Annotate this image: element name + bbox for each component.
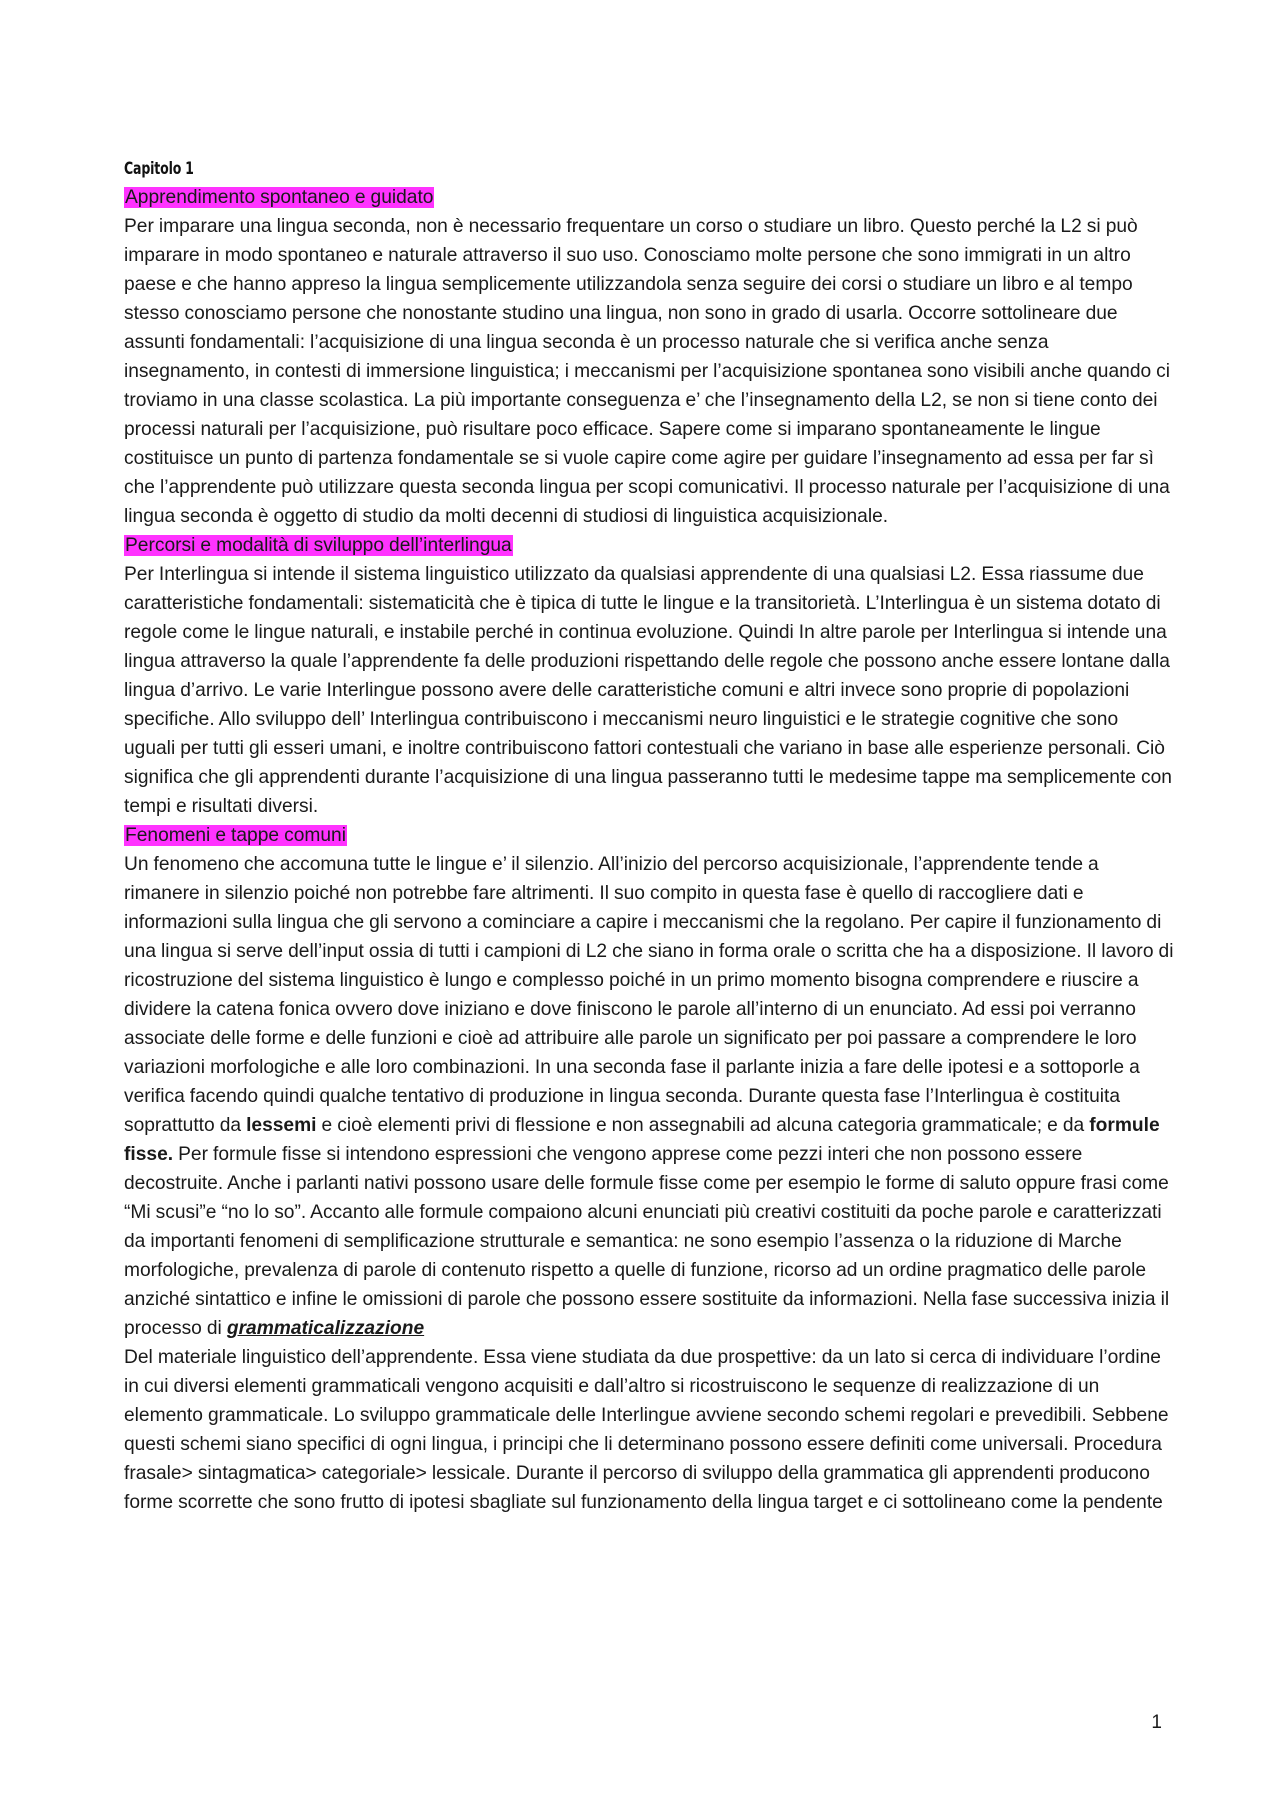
section-paragraph-3 <box>124 850 1174 1517</box>
page-content <box>124 154 1174 1517</box>
bold-term-lessemi: lessemi <box>246 1115 317 1136</box>
section-heading-row-2 <box>124 531 1174 560</box>
paragraph-segment: e cioè elementi privi di flessione e non assegnabili ad alcuna categoria grammaticale; e da <box>316 1115 1090 1136</box>
paragraph-text: Per imparare una lingua seconda, non è necessario frequentare un corso o studiare un libro. Questo perché la L2 si può imparare in modo spontaneo e naturale attraverso il suo uso. Conosciamo molte persone che sono immigrati in un altro paese e che hanno appreso la lingua semplicemente utilizzandola senza seguire dei corsi o studiare un libro e al tempo stesso conosciamo persone che nonostante studino una lingua, non sono in grado di usarla. Occorre sottolineare due assunti fondamentali: l’acquisizione di una lingua seconda è un processo naturale che si verifica anche senza insegnamento, in contesti di immersione linguistica; i meccanismi per l’acquisizione spontanea sono visibili anche quando ci troviamo in una classe scolastica. La più importante conseguenza e’ che l’insegnamento della L2, se non si tiene conto dei processi naturali per l’acquisizione, può risultare poco efficace. Sapere come si imparano spontaneamente le lingue costituisce un punto di partenza fondamentale se si vuole capire come agire per guidare l’insegnamento ad essa per far sì che l’apprendente può utilizzare questa seconda lingua per scopi comunicativi. Il processo naturale per l’acquisizione di una lingua seconda è oggetto di studio da molti decenni di studiosi di linguistica acquisizionale. <box>124 216 1171 527</box>
paragraph-text <box>124 850 1174 1517</box>
section-heading-common-phenomena: Fenomeni e tappe comuni <box>125 825 346 846</box>
section-heading-row-3 <box>124 821 1174 850</box>
paragraph-text: Per Interlingua si intende il sistema linguistico utilizzato da qualsiasi apprendente di una qualsiasi L2. Essa riassume due caratteristiche fondamentali: sistematicità che è tipica di tutte le lingue e la transitorietà. L’Interlingua è un sistema dotato di regole come le lingue naturali, e instabile perché in continua evoluzione. Quindi In altre parole per Interlingua si intende una lingua attraverso la quale l’apprendente fa delle produzioni rispettando delle regole che possono anche essere lontane dalla lingua d’arrivo. Le varie Interlingue possono avere delle caratteristiche comuni e altri invece sono proprie di popolazioni specifiche. Allo sviluppo dell’ Interlingua contribuiscono i meccanismi neuro linguistici e le strategie cognitive che sono uguali per tutti gli esseri umani, e inoltre contribuiscono fattori contestuali che variano in base alle esperienze personali. Ciò significa che gli apprendenti durante l’acquisizione di una lingua passeranno tutti le medesime tappe ma semplicemente con tempi e risultati diversi. <box>124 564 1172 817</box>
section-heading-row-1 <box>124 183 1174 212</box>
paragraph-segment: Per formule fisse si intendono espressioni che vengono apprese come pezzi interi che non possono essere decostruite. Anche i parlanti nativi possono usare delle formule fisse come per esempio le forme di saluto oppure frasi come “Mi scusi”e “no lo so”. Accanto alle formule compaiono alcuni enunciati più creativi costituiti da poche parole e caratterizzati da importanti fenomeni di semplificazione strutturale e semantica: ne sono esempio l’assenza o la riduzione di Marche morfologiche, prevalenza di parole di contenuto rispetto a quelle di funzione, ricorso ad un ordine pragmatico delle parole anziché sintattico e infine le omissioni di parole che possono essere sostituite da informazioni. Nella fase successiva inizia il processo di <box>124 1144 1170 1339</box>
paragraph-segment: Del materiale linguistico dell’apprendente. Essa viene studiata da due prospettive: da un lato si cerca di individuare l’ordine in cui diversi elementi grammaticali vengono acquisiti e dall’altro si ricostruiscono le sequenze di realizzazione di un elemento grammaticale. Lo sviluppo grammaticale delle Interlingue avviene secondo schemi regolari e prevedibili. Sebbene questi schemi siano specifici di ogni lingua, i principi che li determinano possono essere definiti come universali. Procedura frasale> sintagmatica> categoriale> lessicale. Durante il percorso di sviluppo della grammatica gli apprendenti producono forme scorrette che sono frutto di ipotesi sbagliate sul funzionamento della lingua target e ci sottolineano come la pendente <box>124 1347 1169 1513</box>
section-paragraph-2 <box>124 560 1174 821</box>
section-paragraph-1 <box>124 212 1174 531</box>
chapter-label: Capitolo 1 <box>124 159 194 179</box>
bold-term-grammaticalizzazione: grammaticalizzazione <box>226 1318 425 1339</box>
paragraph-segment: Un fenomeno che accomuna tutte le lingue e’ il silenzio. All’inizio del percorso acquisizionale, l’apprendente tende a rimanere in silenzio poiché non potrebbe fare altrimenti. Il suo compito in questa fase è quello di raccogliere dati e informazioni sulla lingua che gli servono a cominciare a capire i meccanismi che la regolano. Per capire il funzionamento di una lingua si serve dell’input ossia di tutti i campioni di L2 che siano in forma orale o scritta che ha a disposizione. Il lavoro di ricostruzione del sistema linguistico è lungo e complesso poiché in un primo momento bisogna comprendere e riuscire a dividere la catena fonica ovvero dove iniziano e dove finiscono le parole all’interno di un enunciato. Ad essi poi verranno associate delle forme e delle funzioni e cioè ad attribuire alle parole un significato per poi passare a comprendere le loro variazioni morfologiche e alle loro combinazioni. In una seconda fase il parlante inizia a fare delle ipotesi e a sottoporle a verifica facendo quindi qualche tentativo di produzione in lingua seconda. Durante questa fase l’Interlingua è costituita soprattutto da <box>124 854 1174 1136</box>
section-heading-interlanguage: Percorsi e modalità di sviluppo dell’interlingua <box>125 535 512 556</box>
bold-term-formule-fisse: formule fisse. <box>124 1115 1160 1165</box>
chapter-title-row <box>124 154 1174 183</box>
page-number: 1 <box>1151 1712 1162 1733</box>
section-heading-spontaneous-learning: Apprendimento spontaneo e guidato <box>125 187 434 208</box>
